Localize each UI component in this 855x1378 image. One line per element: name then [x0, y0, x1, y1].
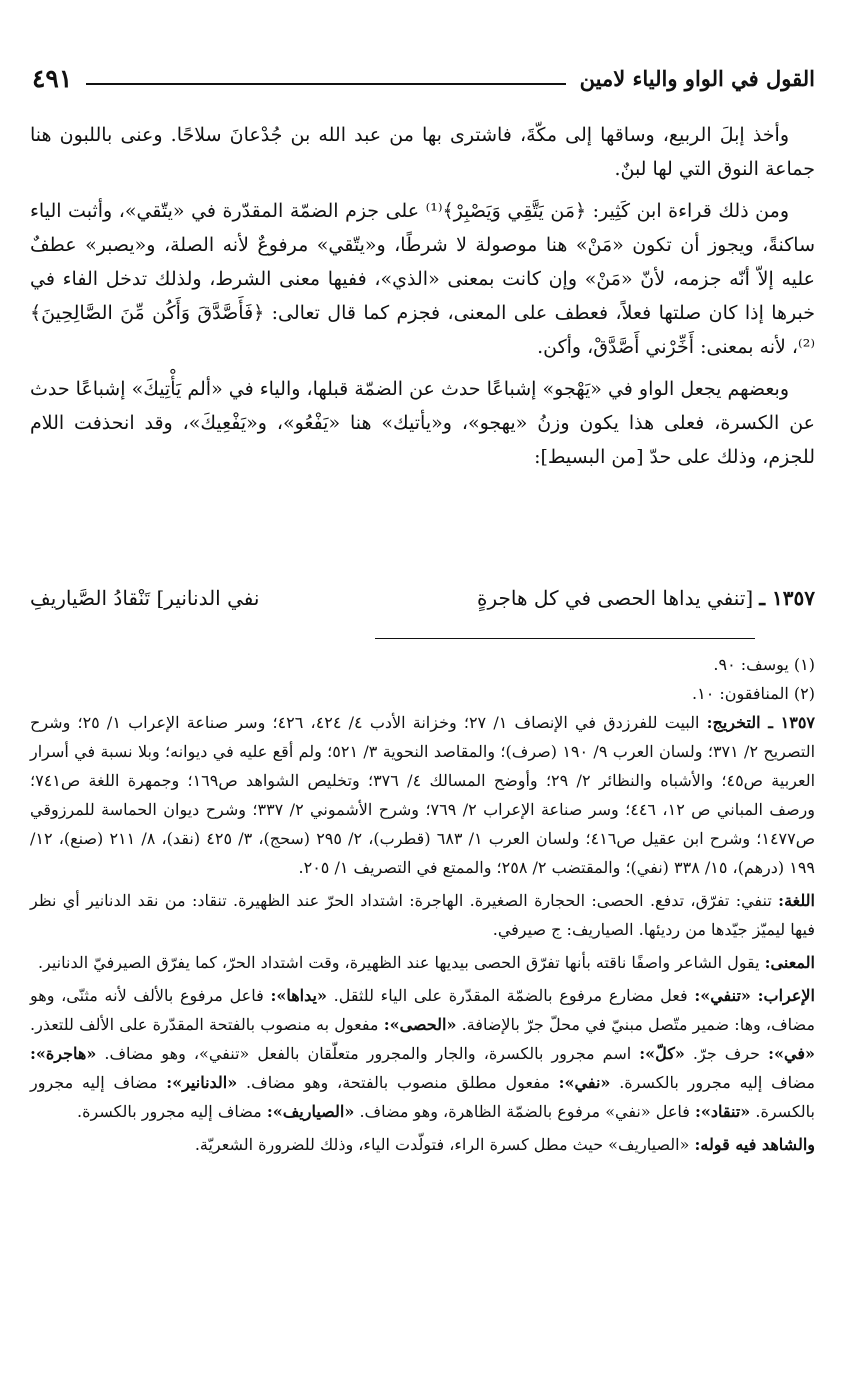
- lugha-note: [30, 886, 815, 944]
- page-number: ٤٩١: [32, 63, 73, 93]
- irab-explanation: مضاف إليه مجرور بالكسرة.: [30, 1073, 815, 1121]
- shahid-label: والشاهد فيه قوله:: [694, 1135, 815, 1154]
- irab-explanation: مفعول مطلق منصوب بالفتحة، وهو مضاف.: [237, 1073, 559, 1092]
- lugha-label: اللغة:: [778, 891, 815, 910]
- irab-keyword: «تنقاد»:: [695, 1102, 751, 1121]
- running-title: القول في الواو والياء لامين: [579, 65, 815, 91]
- takhrij-note: [30, 708, 815, 882]
- irab-explanation: مضاف إليه مجرور بالكسرة.: [77, 1102, 267, 1121]
- irab-keyword: «في»:: [768, 1044, 815, 1063]
- paragraph: ومن ذلك قراءة ابن كَثِير: ﴿مَن يَتَّقِي وَيَصْبِرْ﴾⁽¹⁾ على جزم الضمّة المقدّرة في «يتّقي»، وأثبت الياء ساكنةً، ويجوز أن تكون «مَنْ» هنا موصولة لا شرطًا، و«يتّقي» مرفوعٌ لأنه الصلة، و«يصبر» عطفٌ عليه إلاّ أنّه جزمه، لأنّ «مَنْ» وإن كانت بمعنى «الذي»، ففيها معنى الشرط، ولذلك تدخل الفاء في خبرها إذا كان صلتها فعلاً، فعطف على المعنى، فجزم كما قال تعالى: ﴿فَأَصَّدَّقَ وَأَكُن مِّنَ الصَّالِحِينَ﴾⁽²⁾، لأنه بمعنى: أَخِّرْني أَصَّدَّقْ، وأكن.: [30, 200, 815, 358]
- maana-note: [30, 948, 815, 977]
- maana-text: يقول الشاعر واصفًا ناقته بأنها تفرّق الحصى بيديها عند الظهيرة، وقت اشتداد الحرّ، كما يفرّق الصيرفيّ الدنانير.: [37, 953, 760, 972]
- footnotes-section: [30, 650, 815, 1163]
- irab-keyword: «هاجرة»:: [30, 1044, 97, 1063]
- poetry-verse: [30, 578, 815, 618]
- irab-text: [30, 986, 815, 1121]
- irab-explanation: حرف جرّ.: [684, 1044, 769, 1063]
- takhrij-label: ١٣٥٧ ـ التخريج:: [706, 713, 815, 732]
- footnote: (١) يوسف: ٩٠.: [713, 655, 815, 674]
- lugha-text: تنفي: تفرّق، تدفع. الحصى: الحجارة الصغيرة. الهاجرة: اشتداد الحرّ عند الظهيرة. تنقاد: من نقد الدنانير أي نظر فيها ليميّز جيّدها من رديئها. الصياريف: ج صيرفي.: [30, 891, 815, 939]
- irab-keyword: «كلّ»:: [639, 1044, 685, 1063]
- verse-first-hemistich: [تنفي يداها الحصى في كل هاجرةٍ: [476, 586, 754, 610]
- irab-keyword: «نفي»:: [558, 1073, 611, 1092]
- irab-keyword: «الصياريف»:: [266, 1102, 355, 1121]
- shahid-note: [30, 1130, 815, 1159]
- paragraph: وبعضهم يجعل الواو في «يَهْجو» إشباعًا حدث عن الضمّة قبلها، والياء في «ألم يَأْتِيكَ» إشباعًا حدث عن الكسرة، فعلى هذا يكون وزنُ «يهجو»، و«يأتيك» هنا «يَفْعُو»، و«يَفْعِيكَ»، وقد انحذفت اللام للجزم، وذلك على حدّ [من البسيط]:: [30, 378, 815, 468]
- main-text: [30, 118, 815, 482]
- irab-keyword: «يداها»:: [270, 986, 327, 1005]
- irab-explanation: مفعول به منصوب بالفتحة المقدّرة على الألف للتعذر.: [30, 1015, 384, 1034]
- irab-explanation: فاعل «نفي» مرفوع بالضمّة الظاهرة، وهو مضاف.: [354, 1102, 696, 1121]
- irab-explanation: مضاف إليه مجرور بالكسرة.: [610, 1073, 815, 1092]
- maana-label: المعنى:: [764, 953, 815, 972]
- header-rule: [86, 83, 565, 85]
- irab-keyword: «تنفي»:: [694, 986, 751, 1005]
- paragraph: وأخذ إبلَ الربيع، وساقها إلى مكّةَ، فاشترى بها من عبد الله بن جُدْعانَ سلاحًا. وعنى باللبون هنا جماعة النوق التي لها لبنٌ.: [30, 124, 815, 180]
- irab-explanation: فعل مضارع مرفوع بالضمّة المقدّرة على الياء للثقل.: [326, 986, 695, 1005]
- verse-second-hemistich: نفي الدنانير] تَنْقادُ الصَّياريفِ: [30, 586, 260, 610]
- irab-label: الإعراب:: [757, 986, 815, 1005]
- page-header: [32, 58, 815, 98]
- irab-explanation: اسم مجرور بالكسرة، والجار والمجرور متعلّقان بالفعل «تنفي»، وهو مضاف.: [96, 1044, 640, 1063]
- shahid-text: «الصياريف» حيث مطل كسرة الراء، فتولّدت الياء، وذلك للضرورة الشعريّة.: [194, 1135, 690, 1154]
- footnote: (٢) المنافقون: ١٠.: [692, 684, 815, 703]
- verse-number: ١٣٥٧ ـ: [759, 586, 815, 610]
- takhrij-text: البيت للفرزدق في الإنصاف ١/ ٢٧؛ وخزانة الأدب ٤/ ٤٢٤، ٤٢٦؛ وسر صناعة الإعراب ١/ ٢٥؛ وشرح التصريح ٢/ ٣٧١؛ ولسان العرب ٩/ ١٩٠ (صرف)؛ والمقاصد النحوية ٣/ ٥٢١؛ ولم أقع عليه في ديوانه؛ وبلا نسبة في أسرار العربية ص٤٥؛ والأشباه والنظائر ٢/ ٢٩؛ وأوضح المسالك ٤/ ٣٧٦؛ وتخليص الشواهد ص١٦٩؛ وجمهرة اللغة ص٧٤١؛ ورصف المباني ص ١٢، ٤٤٦؛ وسر صناعة الإعراب ٢/ ٧٦٩؛ وشرح الأشموني ٢/ ٣٣٧؛ وشرح ديوان الحماسة للمرزوقي ص١٤٧٧؛ وشرح ابن عقيل ص٤١٦؛ ولسان العرب ١/ ٦٨٣ (قطرب)، ٢/ ٢٩٥ (سحج)، ٣/ ٤٢٥ (نقد)، ٨/ ٢١١ (صنع)، ١٢/ ١٩٩ (درهم)، ١٥/ ٣٣٨ (نفي)؛ والمقتضب ٢/ ٢٥٨؛ والممتع في التصريف ١/ ٢٠٥.: [30, 713, 816, 877]
- irab-keyword: «الدنانير»:: [166, 1073, 238, 1092]
- irab-keyword: «الحصى»:: [383, 1015, 457, 1034]
- footnote-separator: [375, 638, 755, 639]
- irab-note: [30, 981, 815, 1126]
- irab-explanation: فاعل مرفوع بالألف لأنه مثنّى، وهو مضاف، وها: ضمير متّصل مبنيّ في محلّ جرّ بالإضافة.: [30, 986, 815, 1034]
